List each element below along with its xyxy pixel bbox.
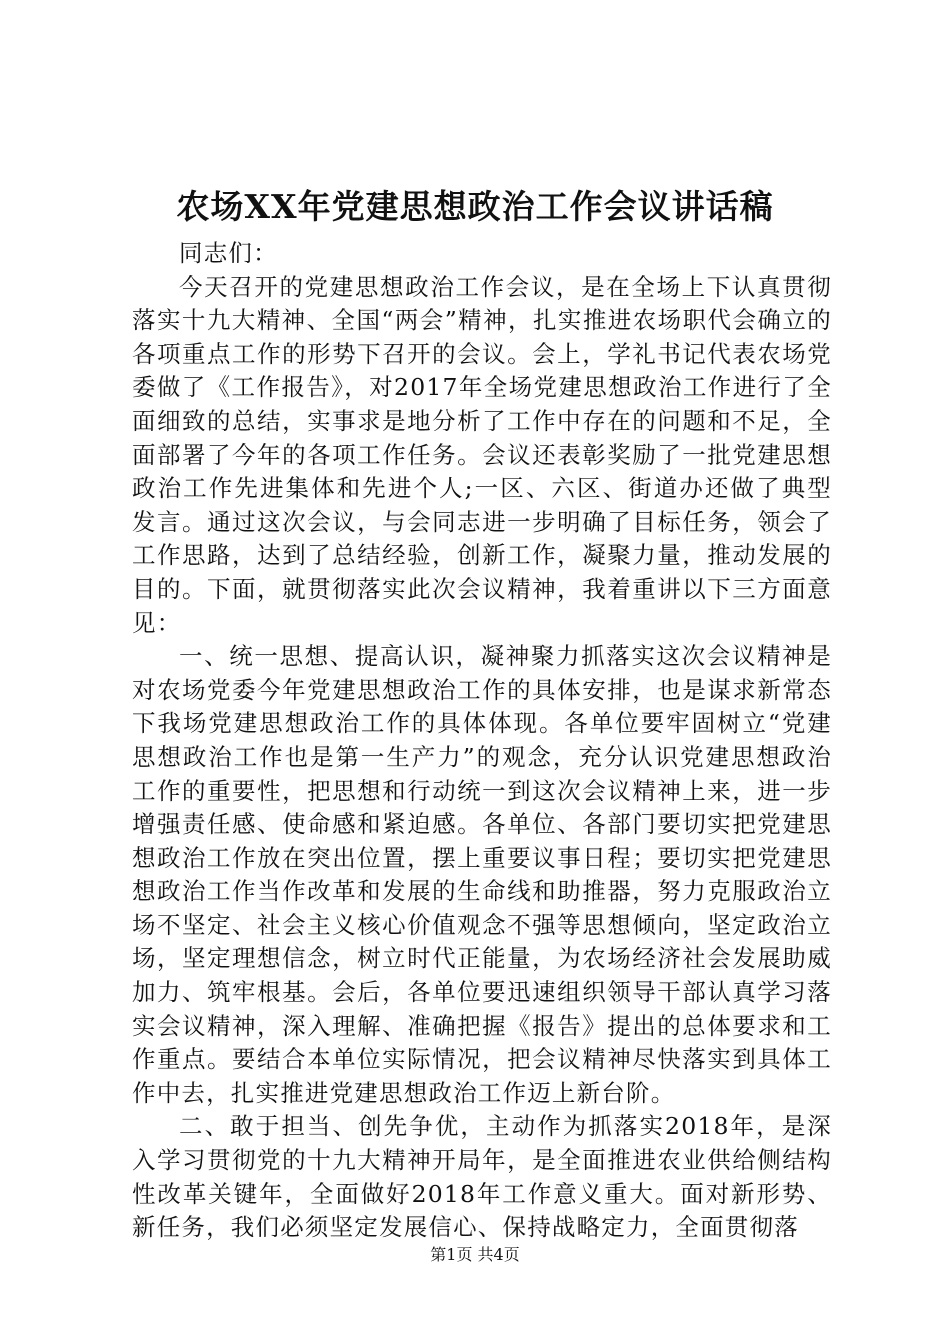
- document-title: 农场XX年党建思想政治工作会议讲话稿: [176, 187, 774, 226]
- intro-paragraph: 今天召开的党建思想政治工作会议，是在全场上下认真贯彻落实十九大精神、全国“两会”精神，扎实推进农场职代会确立的各项重点工作的形势下召开的会议。会上，学礼书记代表农场党委做了《工作报告》，对2017年全场党建思想政治工作进行了全面细致的总结，实事求是地分析了工作中存在的问题和不足，全面部署了今年的各项工作任务。会议还表彰奖励了一批党建思想政治工作先进集体和先进个人;一区、六区、街道办还做了典型发言。通过这次会议，与会同志进一步明确了目标任务，领会了工作思路，达到了总结经验，创新工作，凝聚力量，推动发展的目的。下面，就贯彻落实此次会议精神，我着重讲以下三方面意见：: [132, 272, 832, 637]
- document-body: [132, 237, 832, 1245]
- section-one-paragraph: 一、统一思想、提高认识，凝神聚力抓落实这次会议精神是对农场党委今年党建思想政治工作的具体安排，也是谋求新常态下我场党建思想政治工作的具体体现。各单位要牢固树立“党建思想政治工作也是第一生产力”的观念，充分认识党建思想政治工作的重要性，把思想和行动统一到这次会议精神上来，进一步增强责任感、使命感和紧迫感。各单位、各部门要切实把党建思想政治工作放在突出位置，摆上重要议事日程；要切实把党建思想政治工作当作改革和发展的生命线和助推器，努力克服政治立场不坚定、社会主义核心价值观念不强等思想倾向，坚定政治立场，坚定理想信念，树立时代正能量，为农场经济社会发展助威加力、筑牢根基。会后，各单位要迅速组织领导干部认真学习落实会议精神，深入理解、准确把握《报告》提出的总体要求和工作重点。要结合本单位实际情况，把会议精神尽快落实到具体工作中去，扎实推进党建思想政治工作迈上新台阶。: [132, 642, 832, 1107]
- page-footer: 第1页 共4页: [430, 1245, 520, 1264]
- salutation-paragraph: 同志们：: [179, 239, 278, 267]
- section-two-paragraph: 二、敢于担当、创先争优，主动作为抓落实2018年，是深入学习贯彻党的十九大精神开局年，是全面推进农业供给侧结构性改革关键年，全面做好2018年工作意义重大。面对新形势、新任务，我们必须坚定发展信心、保持战略定力，全面贯彻落: [132, 1112, 832, 1242]
